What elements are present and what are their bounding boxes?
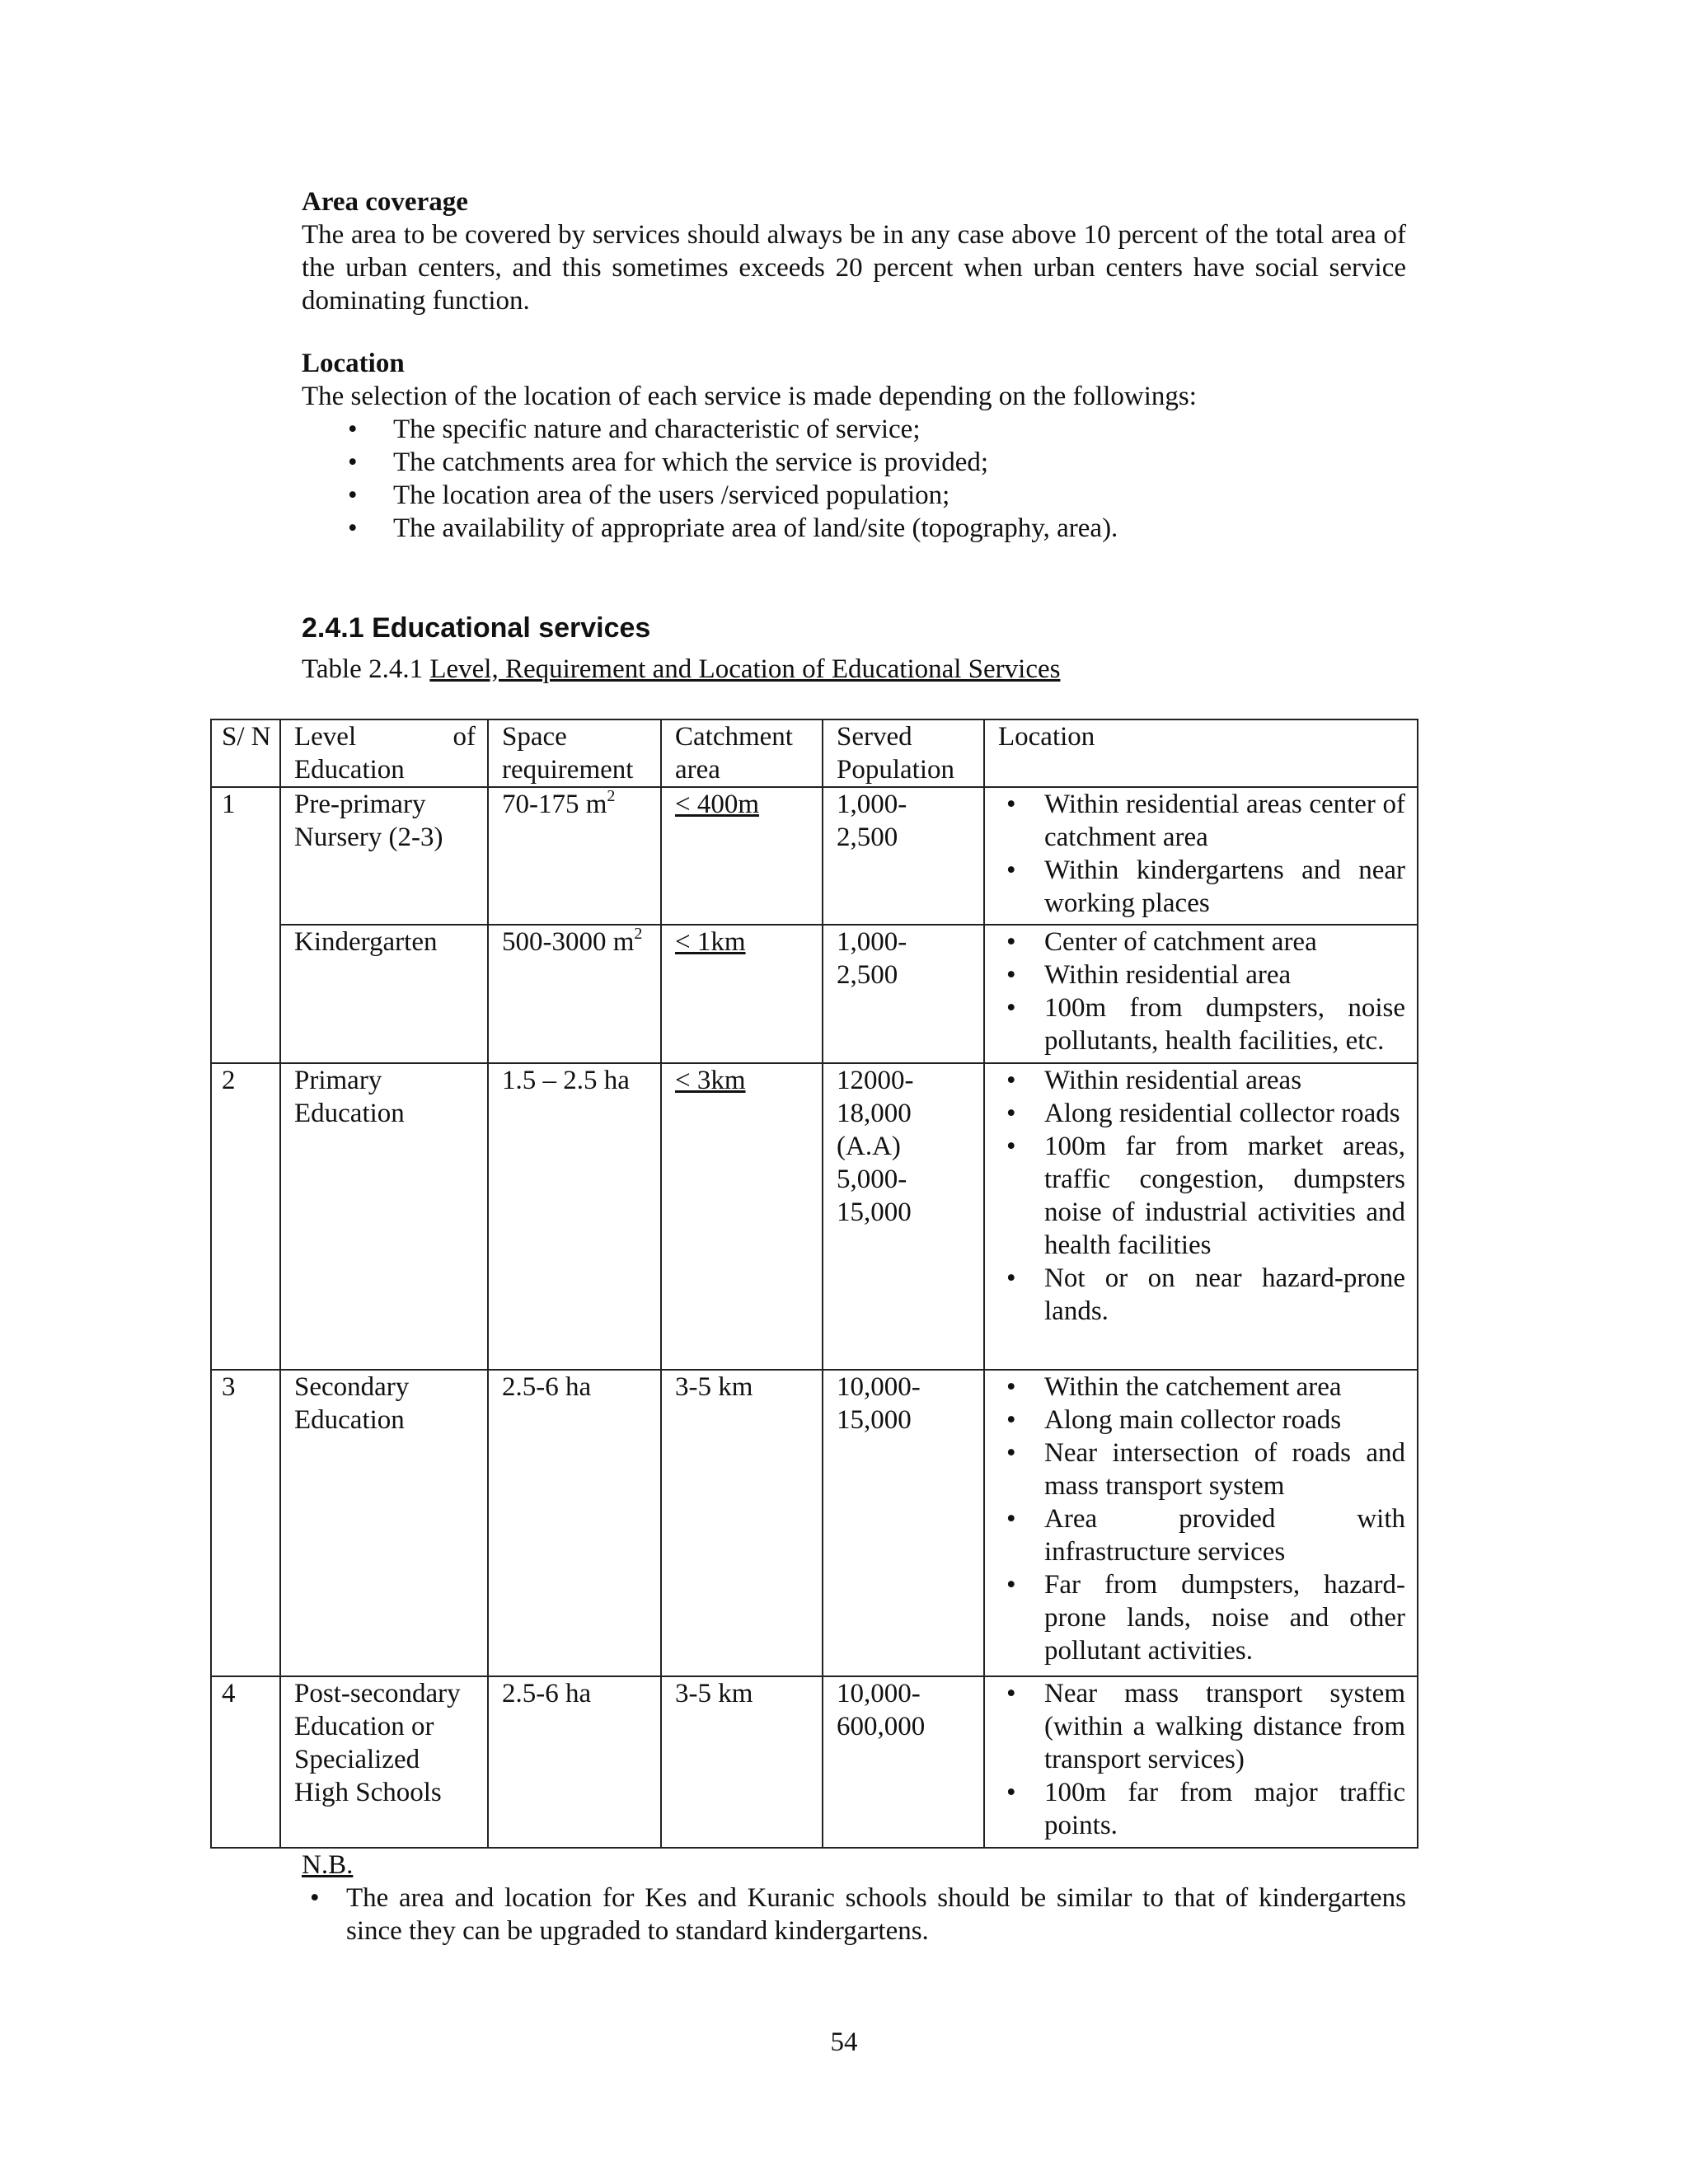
cell-sn: 4 — [211, 1676, 280, 1848]
list-item: • Near intersection of roads and mass transport system — [985, 1436, 1405, 1502]
cell-level: Pre-primary Nursery (2-3) — [280, 787, 488, 925]
cell-sn: 2 — [211, 1063, 280, 1370]
space-exponent: 2 — [634, 925, 643, 943]
table-row — [211, 787, 1418, 925]
cell-space: 2.5-6 ha — [488, 1370, 661, 1676]
list-item: • 100m far from market areas, traffic congestion, dumpsters noise of industrial activities and health facilities — [985, 1130, 1405, 1262]
space-value: 70-175 m — [502, 790, 607, 819]
cell-served: 1,000- 2,500 — [823, 925, 984, 1063]
cell-space — [488, 925, 661, 1063]
area-coverage-text: The area to be covered by services should always be in any case above 10 percent of the total area of the urban centers, and this sometimes exceeds 20 percent when urban centers have social service dominating function. — [302, 220, 1406, 316]
nb-section — [302, 1849, 1406, 1947]
header-catchment: Catchment area — [661, 719, 823, 787]
cell-level: Primary Education — [280, 1063, 488, 1370]
cell-served: 12000- 18,000 (A.A) 5,000- 15,000 — [823, 1063, 984, 1370]
catchment-value: < 400m — [675, 790, 760, 819]
space-exponent: 2 — [607, 787, 616, 805]
cell-sn: 3 — [211, 1370, 280, 1676]
location-heading: Location — [302, 349, 405, 378]
list-item: • 100m far from major traffic points. — [985, 1776, 1405, 1842]
header-sn: S/ N — [211, 719, 280, 787]
list-item: • Not or on near hazard-prone lands. — [985, 1262, 1405, 1328]
cell-catchment: 3-5 km — [661, 1370, 823, 1676]
catchment-value: < 3km — [675, 1066, 746, 1095]
cell-location — [984, 925, 1418, 1063]
table-header-row — [211, 719, 1418, 787]
cell-catchment — [661, 1063, 823, 1370]
cell-space: 2.5-6 ha — [488, 1676, 661, 1848]
list-item: • 100m from dumpsters, noise pollutants, health facilities, etc. — [985, 991, 1405, 1057]
table-row — [211, 1370, 1418, 1676]
educational-services-table — [210, 719, 1418, 1849]
list-item: • Within residential areas center of catchment area — [985, 788, 1405, 854]
list-item: • Within residential area — [985, 958, 1405, 991]
table-caption-title: Level, Requirement and Location of Educational Services — [429, 654, 1061, 684]
header-space: Space requirement — [488, 719, 661, 787]
list-item: • Area provided with infrastructure services — [985, 1502, 1405, 1568]
list-item: • The catchments area for which the service is provided; — [302, 446, 1406, 479]
list-item: • Within the catchement area — [985, 1371, 1405, 1404]
list-item: • Along main collector roads — [985, 1404, 1405, 1436]
list-item: • The availability of appropriate area of land/site (topography, area). — [302, 512, 1406, 545]
cell-location — [984, 1676, 1418, 1848]
page-number: 54 — [830, 2027, 858, 2057]
cell-catchment: 3-5 km — [661, 1676, 823, 1848]
header-served: Served Population — [823, 719, 984, 787]
area-coverage-heading: Area coverage — [302, 187, 468, 217]
table-row — [211, 925, 1418, 1063]
list-item: • The specific nature and characteristic of service; — [302, 413, 1406, 446]
list-item: • Far from dumpsters, hazard-prone lands, noise and other pollutant activities. — [985, 1568, 1405, 1667]
list-item: • Within kindergartens and near working places — [985, 854, 1405, 920]
cell-sn: 1 — [211, 787, 280, 1063]
nb-list — [302, 1882, 1406, 1947]
list-item: • Near mass transport system (within a walking distance from transport services) — [985, 1677, 1405, 1776]
cell-level: Kindergarten — [280, 925, 488, 1063]
cell-space — [488, 787, 661, 925]
list-item: • Within residential areas — [985, 1064, 1405, 1097]
table-row — [211, 1676, 1418, 1848]
table-caption-prefix: Table 2.4.1 — [302, 654, 424, 684]
catchment-value: < 1km — [675, 927, 746, 957]
header-level-education: Education — [294, 755, 405, 785]
header-level-of: of — [452, 722, 476, 752]
cell-level: Secondary Education — [280, 1370, 488, 1676]
list-item: • Center of catchment area — [985, 926, 1405, 958]
table-row — [211, 1063, 1418, 1370]
location-section — [302, 347, 1406, 545]
section-title: 2.4.1 Educational services — [302, 612, 651, 644]
cell-catchment — [661, 925, 823, 1063]
cell-served: 10,000- 15,000 — [823, 1370, 984, 1676]
location-intro: The selection of the location of each service is made depending on the followings: — [302, 382, 1197, 411]
nb-label: N.B. — [302, 1850, 354, 1880]
cell-location — [984, 787, 1418, 925]
cell-space: 1.5 – 2.5 ha — [488, 1063, 661, 1370]
header-level-word: Level — [294, 722, 357, 752]
table-caption — [302, 653, 1406, 686]
list-item: • Along residential collector roads — [985, 1097, 1405, 1130]
location-criteria-list — [302, 413, 1406, 545]
area-coverage-section — [302, 185, 1406, 317]
cell-location — [984, 1370, 1418, 1676]
header-level — [280, 719, 488, 787]
cell-served: 10,000- 600,000 — [823, 1676, 984, 1848]
cell-level: Post-secondary Education or Specialized High Schools — [280, 1676, 488, 1848]
cell-catchment — [661, 787, 823, 925]
header-location: Location — [984, 719, 1418, 787]
cell-location — [984, 1063, 1418, 1370]
cell-served: 1,000- 2,500 — [823, 787, 984, 925]
list-item: • The area and location for Kes and Kuranic schools should be similar to that of kindergartens since they can be upgraded to standard kindergartens. — [302, 1882, 1406, 1947]
space-value: 500-3000 m — [502, 927, 635, 957]
list-item: • The location area of the users /serviced population; — [302, 479, 1406, 512]
